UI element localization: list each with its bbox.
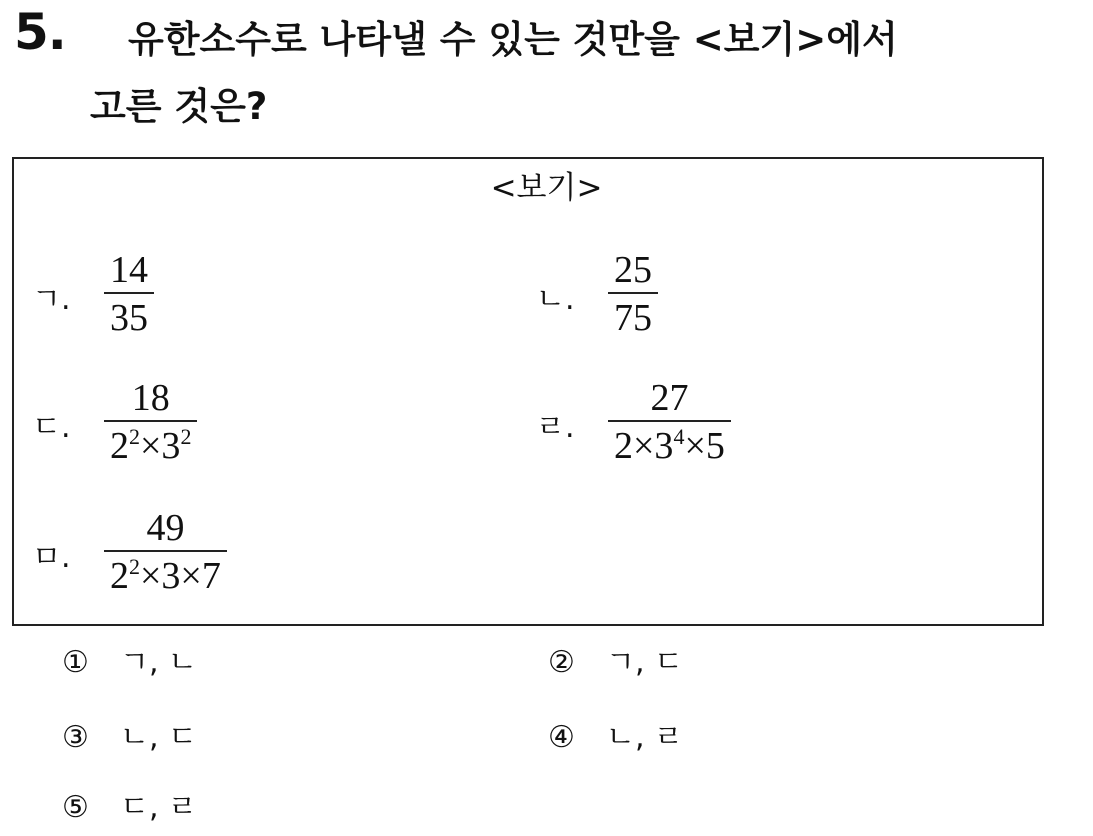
question-number: 5. <box>14 3 66 61</box>
answer-choice-5[interactable] <box>62 788 197 828</box>
fraction-denominator <box>104 294 154 342</box>
example-box-title: <보기> <box>490 170 603 206</box>
choice-text: ㄱ, ㄴ <box>120 645 198 680</box>
choice-number: ④ <box>548 720 575 755</box>
denominator-exponent: 4 <box>673 424 685 449</box>
fraction-numerator: 18 <box>131 377 170 419</box>
denominator-text: 75 <box>614 297 652 339</box>
denominator-exponent: 2 <box>129 554 140 579</box>
fraction-denominator <box>608 422 731 470</box>
fraction-numerator: 49 <box>146 507 185 549</box>
choice-text: ㄴ, ㄷ <box>120 720 198 755</box>
denominator-text: 35 <box>110 297 148 339</box>
choice-text: ㄴ, ㄹ <box>606 720 684 755</box>
fraction-denominator <box>104 552 227 600</box>
answer-choice-4[interactable] <box>548 718 683 758</box>
example-item-e <box>32 506 512 616</box>
answer-choice-1[interactable] <box>62 643 197 683</box>
item-marker: ㄹ. <box>536 410 575 445</box>
denominator-base: 2×3 <box>614 425 674 467</box>
answer-choice-3[interactable] <box>62 718 197 758</box>
fraction <box>608 248 658 342</box>
fraction-numerator: 27 <box>650 377 689 419</box>
answer-choice-2[interactable] <box>548 643 683 683</box>
example-item-a <box>32 248 452 358</box>
denominator-base: 2 <box>110 425 129 467</box>
fraction <box>104 248 154 342</box>
item-marker: ㄴ. <box>536 282 575 317</box>
fraction-numerator: 14 <box>110 249 148 291</box>
denominator-exponent: 2 <box>180 424 192 449</box>
fraction <box>104 506 227 600</box>
item-marker: ㄱ. <box>32 282 71 317</box>
item-marker: ㄷ. <box>32 410 71 445</box>
example-item-c <box>32 376 492 486</box>
example-item-b <box>536 248 956 358</box>
fraction-numerator: 25 <box>614 249 652 291</box>
question-text-line-1: 유한소수로 나타낼 수 있는 것만을 <보기>에서 <box>128 18 898 61</box>
choice-number: ② <box>548 645 575 680</box>
fraction-denominator <box>608 294 658 342</box>
denominator-base: ×3 <box>140 425 181 467</box>
denominator-base: ×3×7 <box>140 555 221 597</box>
denominator-base: 2 <box>110 555 129 597</box>
denominator-base: ×5 <box>684 425 725 467</box>
fraction <box>608 376 731 470</box>
item-marker: ㅁ. <box>32 540 71 575</box>
fraction-denominator <box>104 422 197 470</box>
choice-number: ⑤ <box>62 790 89 825</box>
fraction <box>104 376 197 470</box>
example-item-d <box>536 376 1016 486</box>
question-text-line-2: 고른 것은? <box>90 85 268 128</box>
denominator-exponent: 2 <box>129 424 140 449</box>
choice-text: ㄱ, ㄷ <box>606 645 684 680</box>
choice-text: ㄷ, ㄹ <box>120 790 198 825</box>
choice-number: ③ <box>62 720 89 755</box>
choice-number: ① <box>62 645 89 680</box>
